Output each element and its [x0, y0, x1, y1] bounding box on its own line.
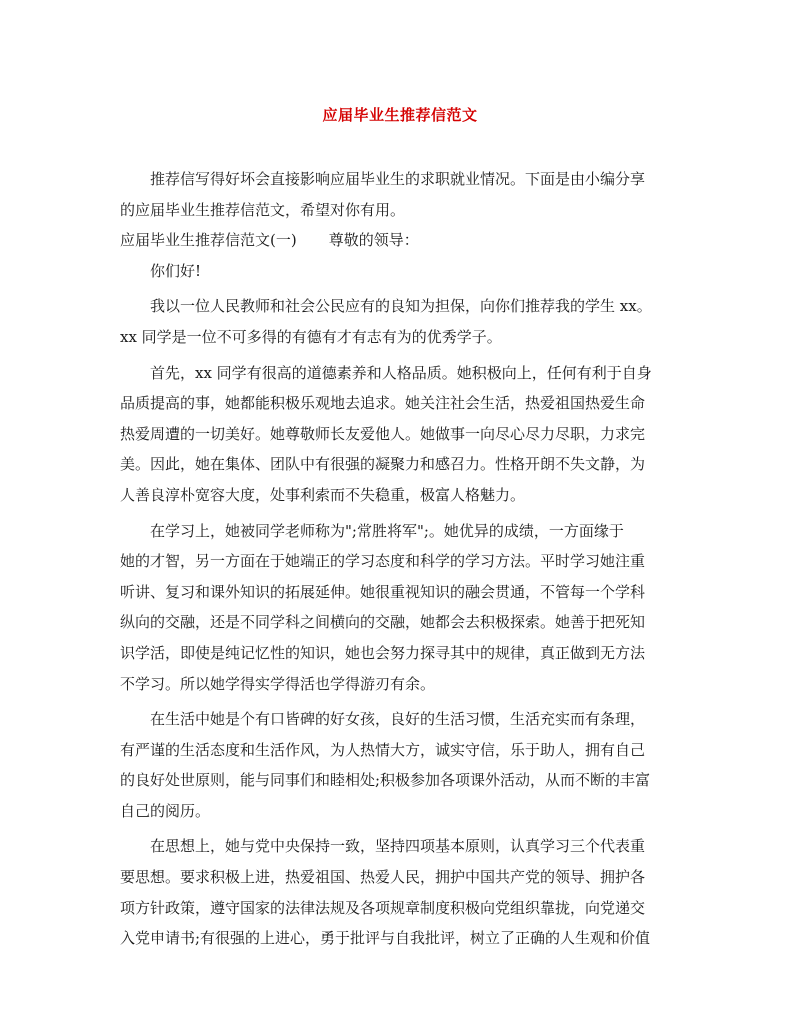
text-line: 首先，xx 同学有很高的道德素养和人格品质。她积极向上，任何有利于自身 — [150, 363, 652, 382]
text-line: 要思想。要求积极上进，热爱祖国、热爱人民，拥护中国共产党的领导、拥护各 — [120, 868, 646, 887]
text-line: 有严谨的生活态度和生活作风，为人热情大方，诚实守信，乐于助人，拥有自己 — [120, 740, 646, 759]
body-paragraph — [120, 516, 682, 700]
text-line: 在生活中她是个有口皆碑的好女孩，良好的生活习惯，生活充实而有条理， — [150, 710, 646, 729]
text-line: 不学习。所以她学得实学得活也学得游刃有余。 — [120, 674, 436, 693]
text-line: 她的才智，另一方面在于她端正的学习态度和科学的学习方法。平时学习她注重 — [120, 552, 646, 571]
text-line: 在思想上，她与党中央保持一致，坚持四项基本原则，认真学习三个代表重 — [150, 837, 646, 856]
text-line: 听讲、复习和课外知识的拓展延伸。她很重视知识的融会贯通，不管每一个学科 — [120, 582, 646, 601]
text-line: 入党申请书;有很强的上进心，勇于批评与自我批评，树立了正确的人生观和价值 — [120, 929, 651, 948]
letter-heading — [120, 225, 682, 256]
text-line: 人善良淳朴宽容大度，处事利索而不失稳重，极富人格魅力。 — [120, 485, 526, 504]
text-line: 在学习上，她被同学老师称为";常胜将军";。她优异的成绩，一方面缘于 — [150, 521, 624, 540]
letter-greeting: 你们好! — [150, 261, 202, 280]
document-body — [120, 164, 682, 954]
letter-subheading: 应届毕业生推荐信范文(一) — [120, 231, 297, 250]
text-line: 的应届毕业生推荐信范文，希望对你有用。 — [120, 200, 406, 219]
text-line: 品质提高的事，她都能积极乐观地去追求。她关注社会生活，热爱祖国热爱生命 — [120, 394, 646, 413]
body-paragraph — [120, 831, 682, 953]
body-paragraph — [120, 704, 682, 826]
body-paragraph — [120, 358, 682, 511]
text-line: 自己的阅历。 — [120, 801, 211, 820]
letter-salutation: 尊敬的领导： — [328, 231, 419, 250]
text-line: 的良好处世原则，能与同事们和睦相处;积极参加各项课外活动，从而不断的丰富 — [120, 771, 651, 790]
text-line: 纵向的交融，还是不同学科之间横向的交融，她都会去积极探索。她善于把死知 — [120, 613, 646, 632]
text-line: 推荐信写得好坏会直接影响应届毕业生的求职就业情况。下面是由小编分享 — [150, 170, 646, 188]
text-line: 项方针政策，遵守国家的法律法规及各项规章制度积极向党组织靠拢，向党递交 — [120, 898, 646, 917]
text-line: 识学活，即使是纯记忆性的知识，她也会努力探寻其中的规律，真正做到无方法 — [120, 643, 646, 662]
text-line: 我以一位人民教师和社会公民应有的良知为担保，向你们推荐我的学生 xx。 — [150, 297, 652, 316]
text-line: 美。因此，她在集体、团队中有很强的凝聚力和感召力。性格开朗不失文静，为 — [120, 455, 646, 474]
text-line: 热爱周遭的一切美好。她尊敬师长友爱他人。她做事一向尽心尽力尽职，力求完 — [120, 424, 646, 443]
document-title: 应届毕业生推荐信范文 — [322, 106, 478, 124]
body-paragraph — [120, 291, 682, 352]
text-line: xx 同学是一位不可多得的有德有才有志有为的优秀学子。 — [120, 327, 502, 346]
intro-paragraph — [120, 164, 682, 225]
